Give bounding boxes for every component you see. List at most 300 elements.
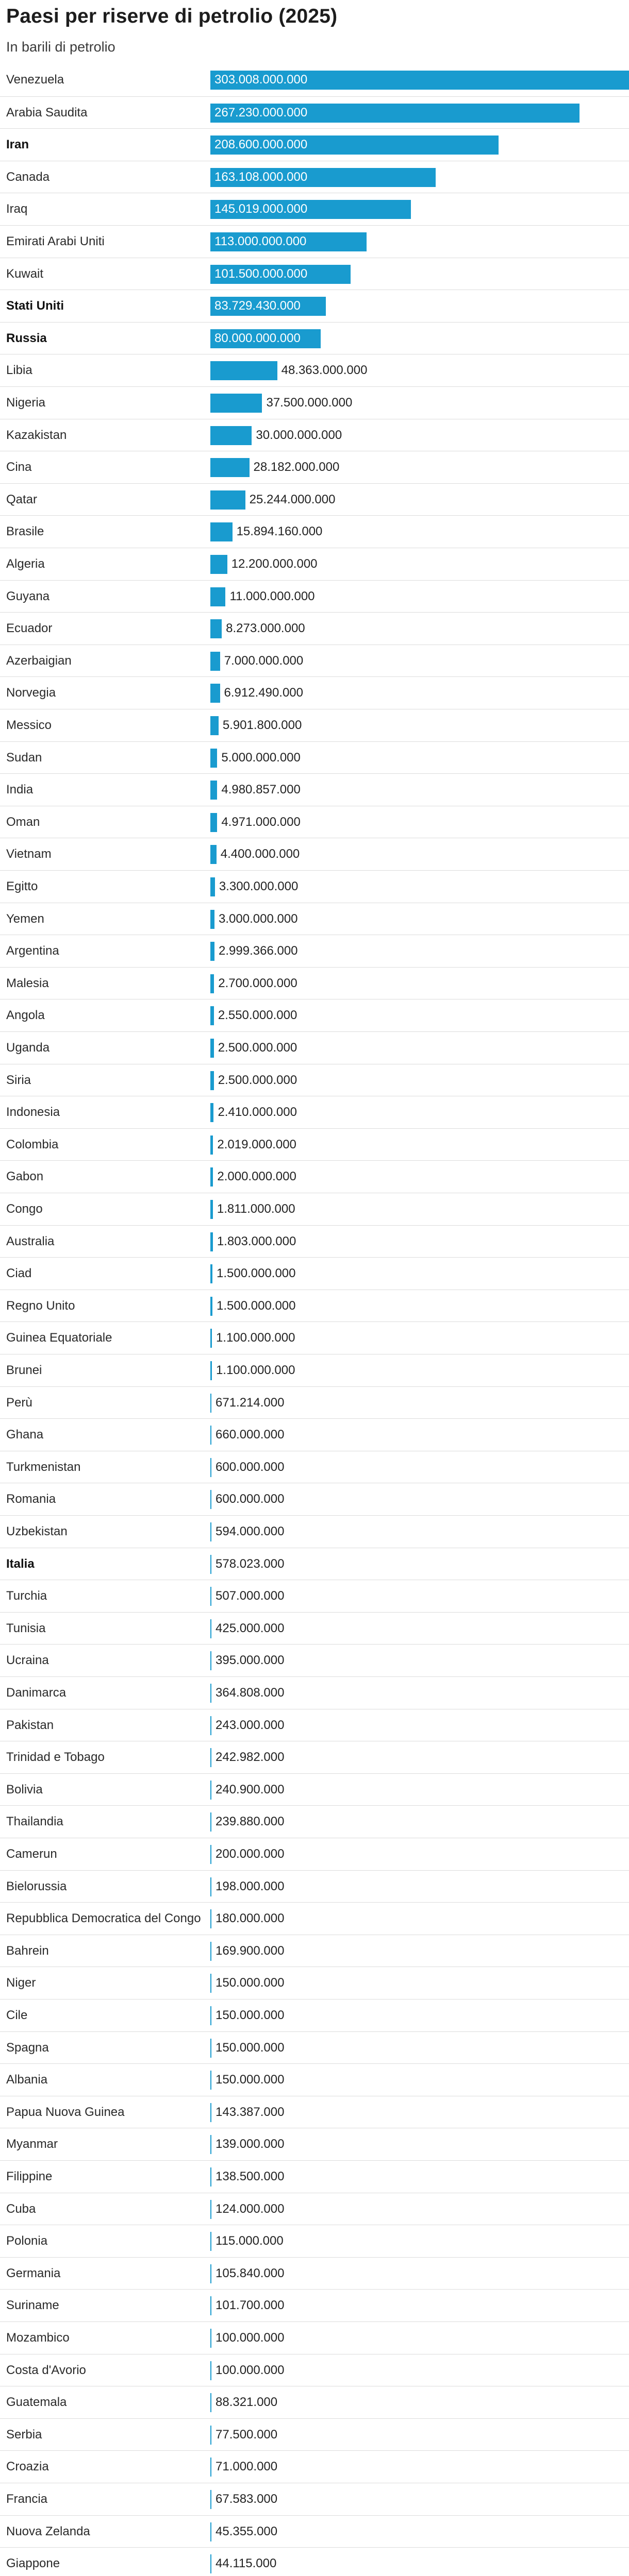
bar — [210, 716, 219, 735]
chart-row — [0, 2515, 629, 2548]
value-label: 77.500.000 — [216, 2427, 278, 2442]
category-label: Spagna — [6, 2040, 49, 2055]
category-label: Francia — [6, 2492, 48, 2506]
category-label: Niger — [6, 1976, 36, 1990]
bar — [210, 2361, 211, 2380]
category-label: Albania — [6, 2073, 48, 2087]
category-label: Papua Nuova Guinea — [6, 2105, 125, 2119]
category-label: Russia — [6, 331, 47, 345]
category-label: Stati Uniti — [6, 299, 64, 313]
chart-row — [0, 2450, 629, 2483]
chart-row — [0, 2160, 629, 2193]
value-label: 150.000.000 — [216, 2040, 285, 2055]
value-label: 6.912.490.000 — [224, 686, 303, 700]
bar — [210, 1877, 211, 1896]
bar — [210, 1942, 211, 1961]
chart-row — [0, 2289, 629, 2321]
bar — [210, 1651, 211, 1670]
bar — [210, 587, 225, 606]
chart-row — [0, 1290, 629, 1322]
bar — [210, 1361, 212, 1380]
chart-row — [0, 290, 629, 322]
category-label: Cile — [6, 2008, 28, 2022]
chart-row — [0, 2225, 629, 2257]
category-label: Cuba — [6, 2201, 36, 2216]
chart-row — [0, 1870, 629, 1903]
bar — [210, 2135, 211, 2154]
chart-row — [0, 676, 629, 709]
chart-title: Paesi per riserve di petrolio (2025) — [6, 5, 338, 27]
chart-row — [0, 1548, 629, 1580]
chart-row — [0, 2418, 629, 2451]
category-label: Turkmenistan — [6, 1460, 81, 1474]
category-label: Gabon — [6, 1170, 44, 1184]
bar — [210, 2393, 211, 2412]
category-label: Siria — [6, 1073, 31, 1087]
bar — [210, 2329, 211, 2348]
value-label: 11.000.000.000 — [229, 589, 315, 603]
category-label: Croazia — [6, 2460, 49, 2474]
value-label: 243.000.000 — [216, 1718, 285, 1732]
bar — [210, 1555, 211, 1574]
value-label: 660.000.000 — [216, 1428, 285, 1442]
category-label: Repubblica Democratica del Congo — [6, 1911, 201, 1926]
chart-row — [0, 741, 629, 774]
value-label: 425.000.000 — [216, 1621, 285, 1635]
value-label: 71.000.000 — [216, 2460, 278, 2474]
value-label: 4.980.857.000 — [221, 783, 301, 797]
value-label: 150.000.000 — [216, 1976, 285, 1990]
bar — [210, 1039, 214, 1058]
value-label: 138.500.000 — [216, 2170, 285, 2183]
bar — [210, 2071, 211, 2090]
bar — [210, 1458, 211, 1477]
category-label: Serbia — [6, 2427, 42, 2442]
value-label: 2.700.000.000 — [218, 976, 297, 990]
value-label: 395.000.000 — [216, 1653, 285, 1668]
value-label: 240.900.000 — [216, 1782, 285, 1797]
value-label: 12.200.000.000 — [231, 557, 318, 571]
chart-row — [0, 645, 629, 677]
value-label: 208.600.000.000 — [214, 138, 308, 152]
chart-row — [0, 2257, 629, 2290]
chart-row — [0, 709, 629, 741]
bar — [210, 1748, 211, 1767]
bar — [210, 845, 217, 864]
chart-row — [0, 451, 629, 483]
category-label: Trinidad e Tobago — [6, 1750, 105, 1765]
category-label: Kuwait — [6, 266, 44, 281]
value-label: 239.880.000 — [216, 1815, 285, 1829]
chart-row — [0, 193, 629, 225]
bar — [210, 974, 214, 993]
category-label: Australia — [6, 1234, 55, 1248]
category-label: Arabia Saudita — [6, 105, 88, 120]
chart-row — [0, 1644, 629, 1676]
category-label: Messico — [6, 718, 52, 732]
chart-row — [0, 1612, 629, 1645]
bar — [210, 619, 222, 638]
chart-row — [0, 2354, 629, 2386]
bar — [210, 2264, 211, 2283]
chart-row — [0, 1386, 629, 1419]
value-label: 1.500.000.000 — [217, 1266, 296, 1281]
value-label: 303.008.000.000 — [214, 73, 308, 87]
bar — [210, 2006, 211, 2025]
chart-row — [0, 2031, 629, 2064]
value-label: 198.000.000 — [216, 1879, 285, 1893]
category-label: Azerbaigian — [6, 653, 72, 668]
chart-row — [0, 354, 629, 386]
category-label: Algeria — [6, 557, 45, 571]
category-label: Giappone — [6, 2556, 60, 2571]
bar — [210, 1812, 211, 1832]
value-label: 45.355.000 — [216, 2524, 278, 2538]
chart-row — [0, 2128, 629, 2160]
bar — [210, 877, 215, 896]
chart-row — [0, 773, 629, 806]
chart-row — [0, 1483, 629, 1515]
value-label: 124.000.000 — [216, 2201, 285, 2216]
bar — [210, 1071, 214, 1090]
chart-row — [0, 612, 629, 645]
value-label: 3.300.000.000 — [219, 879, 299, 893]
bar — [210, 1297, 212, 1316]
bar — [210, 1136, 213, 1155]
chart-row — [0, 1321, 629, 1354]
chart-row — [0, 2483, 629, 2515]
category-label: Guinea Equatoriale — [6, 1331, 112, 1345]
chart-row — [0, 1709, 629, 1741]
value-label: 8.273.000.000 — [226, 621, 305, 636]
value-label: 25.244.000.000 — [249, 492, 336, 506]
value-label: 1.811.000.000 — [217, 1202, 295, 1216]
chart-row — [0, 838, 629, 870]
value-label: 3.000.000.000 — [219, 911, 298, 926]
category-label: Ecuador — [6, 621, 53, 636]
value-label: 48.363.000.000 — [281, 363, 368, 378]
chart-row — [0, 96, 629, 129]
bar — [210, 2554, 211, 2573]
category-label: Suriname — [6, 2298, 59, 2313]
category-label: Iran — [6, 138, 29, 152]
value-label: 4.400.000.000 — [220, 847, 300, 861]
bar — [210, 813, 217, 832]
value-label: 4.971.000.000 — [221, 815, 301, 829]
value-label: 1.500.000.000 — [217, 1298, 296, 1313]
value-label: 139.000.000 — [216, 2137, 285, 2151]
category-label: Sudan — [6, 750, 42, 765]
category-label: Libia — [6, 363, 32, 378]
chart-row — [0, 1160, 629, 1193]
bar — [210, 781, 217, 800]
chart-row — [0, 1999, 629, 2031]
chart-row — [0, 1418, 629, 1451]
chart-row — [0, 322, 629, 354]
value-label: 671.214.000 — [216, 1395, 285, 1410]
bar — [210, 942, 214, 961]
chart-row — [0, 2547, 629, 2576]
value-label: 578.023.000 — [216, 1556, 285, 1571]
category-label: Italia — [6, 1556, 35, 1571]
chart-row — [0, 419, 629, 451]
category-label: Indonesia — [6, 1105, 60, 1120]
category-label: Brunei — [6, 1363, 42, 1377]
value-label: 88.321.000 — [216, 2395, 278, 2410]
category-label: Argentina — [6, 944, 59, 958]
bar — [210, 749, 217, 768]
category-label: Emirati Arabi Uniti — [6, 234, 105, 248]
bar — [210, 2490, 211, 2509]
bar — [210, 2458, 211, 2477]
chart-row — [0, 2386, 629, 2418]
chart-row — [0, 64, 629, 96]
value-label: 115.000.000 — [216, 2234, 284, 2248]
value-label: 5.000.000.000 — [221, 750, 301, 765]
chart-row — [0, 903, 629, 935]
chart-row — [0, 2193, 629, 2225]
chart-row — [0, 483, 629, 516]
category-label: Iraq — [6, 202, 28, 216]
chart-row — [0, 1967, 629, 1999]
category-label: Danimarca — [6, 1686, 67, 1700]
category-label: Ghana — [6, 1428, 44, 1442]
value-label: 101.700.000 — [216, 2298, 285, 2313]
category-label: Regno Unito — [6, 1298, 75, 1313]
bar — [210, 1232, 213, 1251]
category-label: Uganda — [6, 1041, 50, 1055]
value-label: 1.100.000.000 — [216, 1363, 295, 1377]
value-label: 507.000.000 — [216, 1589, 285, 1603]
value-label: 100.000.000 — [216, 2363, 285, 2377]
bar — [210, 2522, 211, 2541]
category-label: Filippine — [6, 2170, 53, 2183]
category-label: Guatemala — [6, 2395, 67, 2410]
category-label: Bielorussia — [6, 1879, 67, 1893]
bar — [210, 2232, 211, 2251]
value-label: 2.019.000.000 — [217, 1137, 296, 1151]
bar — [210, 2103, 211, 2122]
bar — [210, 1103, 213, 1122]
chart-row — [0, 386, 629, 419]
value-label: 30.000.000.000 — [256, 428, 342, 442]
category-label: Perù — [6, 1395, 32, 1410]
category-label: Malesia — [6, 976, 49, 990]
bar — [210, 1684, 211, 1703]
value-label: 2.999.366.000 — [219, 944, 298, 958]
value-label: 600.000.000 — [216, 1460, 285, 1474]
value-label: 80.000.000.000 — [214, 331, 301, 345]
bar — [210, 2426, 211, 2445]
value-label: 150.000.000 — [216, 2073, 285, 2087]
category-label: India — [6, 783, 34, 797]
value-label: 44.115.000 — [216, 2556, 277, 2571]
value-label: 67.583.000 — [216, 2492, 278, 2506]
value-label: 364.808.000 — [216, 1686, 285, 1700]
category-label: Angola — [6, 1008, 45, 1023]
chart-row — [0, 258, 629, 290]
value-label: 1.803.000.000 — [217, 1234, 296, 1248]
bar — [210, 2039, 211, 2058]
chart-row — [0, 1451, 629, 1483]
category-label: Kazakistan — [6, 428, 67, 442]
category-label: Nuova Zelanda — [6, 2524, 90, 2538]
chart-row — [0, 1935, 629, 1967]
bar — [210, 490, 245, 510]
value-label: 101.500.000.000 — [214, 266, 308, 281]
bar — [210, 1426, 211, 1445]
chart-row — [0, 1096, 629, 1128]
value-label: 15.894.160.000 — [236, 524, 323, 539]
value-label: 2.500.000.000 — [218, 1041, 297, 1055]
chart-row — [0, 1902, 629, 1935]
category-label: Norvegia — [6, 686, 56, 700]
bar — [210, 1845, 211, 1864]
value-label: 2.500.000.000 — [218, 1073, 297, 1087]
category-label: Bolivia — [6, 1782, 43, 1797]
value-label: 169.900.000 — [216, 1943, 285, 1958]
value-label: 242.982.000 — [216, 1750, 285, 1765]
category-label: Colombia — [6, 1137, 59, 1151]
chart-row — [0, 1064, 629, 1096]
chart-row — [0, 1838, 629, 1870]
category-label: Cina — [6, 460, 32, 474]
bar — [210, 910, 214, 929]
category-label: Canada — [6, 170, 50, 184]
chart-row — [0, 1257, 629, 1290]
chart-row — [0, 806, 629, 838]
category-label: Thailandia — [6, 1815, 63, 1829]
chart-row — [0, 1741, 629, 1773]
value-label: 105.840.000 — [216, 2266, 285, 2280]
chart-row — [0, 1676, 629, 1709]
value-label: 180.000.000 — [216, 1911, 285, 1926]
category-label: Polonia — [6, 2234, 48, 2248]
chart-row — [0, 1773, 629, 1806]
chart-row — [0, 161, 629, 193]
chart-row — [0, 967, 629, 999]
category-label: Turchia — [6, 1589, 47, 1603]
value-label: 113.000.000.000 — [214, 234, 307, 248]
category-label: Costa d'Avorio — [6, 2363, 86, 2377]
category-label: Ciad — [6, 1266, 32, 1281]
bar — [210, 1716, 211, 1735]
chart-row — [0, 1128, 629, 1161]
chart-row — [0, 128, 629, 161]
category-label: Bahrein — [6, 1943, 49, 1958]
value-label: 145.019.000.000 — [214, 202, 308, 216]
chart-row — [0, 580, 629, 613]
value-label: 267.230.000.000 — [214, 105, 308, 120]
category-label: Egitto — [6, 879, 38, 893]
value-label: 2.410.000.000 — [218, 1105, 297, 1120]
bar — [210, 458, 250, 477]
chart-subtitle: In barili di petrolio — [6, 39, 115, 55]
bar — [210, 522, 233, 541]
value-label: 7.000.000.000 — [224, 653, 304, 668]
bar — [210, 1781, 211, 1800]
bar — [210, 1522, 211, 1541]
category-label: Brasile — [6, 524, 44, 539]
category-label: Yemen — [6, 911, 44, 926]
category-label: Congo — [6, 1202, 43, 1216]
bar — [210, 1264, 212, 1283]
category-label: Qatar — [6, 492, 38, 506]
chart-row — [0, 1225, 629, 1258]
category-label: Myanmar — [6, 2137, 58, 2151]
bar — [210, 426, 252, 445]
value-label: 143.387.000 — [216, 2105, 285, 2119]
category-label: Pakistan — [6, 1718, 54, 1732]
bar — [210, 361, 277, 380]
value-label: 2.550.000.000 — [218, 1008, 297, 1023]
value-label: 594.000.000 — [216, 1524, 285, 1538]
value-label: 600.000.000 — [216, 1492, 285, 1506]
value-label: 1.100.000.000 — [216, 1331, 295, 1345]
bar — [210, 2296, 211, 2315]
category-label: Tunisia — [6, 1621, 46, 1635]
category-label: Romania — [6, 1492, 56, 1506]
category-label: Germania — [6, 2266, 61, 2280]
category-label: Uzbekistan — [6, 1524, 68, 1538]
category-label: Venezuela — [6, 73, 64, 87]
bar — [210, 1619, 211, 1638]
category-label: Mozambico — [6, 2331, 70, 2345]
bar — [210, 1200, 213, 1219]
bar — [210, 1974, 211, 1993]
value-label: 2.000.000.000 — [217, 1170, 296, 1184]
value-label: 200.000.000 — [216, 1847, 285, 1861]
chart-row — [0, 935, 629, 967]
chart-row — [0, 1580, 629, 1612]
value-label: 150.000.000 — [216, 2008, 285, 2022]
chart-row — [0, 1031, 629, 1064]
bar — [210, 394, 262, 413]
value-label: 37.500.000.000 — [266, 396, 353, 410]
chart-row — [0, 2321, 629, 2354]
bar — [210, 1394, 211, 1413]
chart-row — [0, 999, 629, 1031]
value-label: 83.729.430.000 — [214, 299, 301, 313]
bar — [210, 1490, 211, 1509]
chart-row — [0, 1515, 629, 1548]
category-label: Vietnam — [6, 847, 52, 861]
category-label: Guyana — [6, 589, 50, 603]
category-label: Nigeria — [6, 396, 46, 410]
value-label: 28.182.000.000 — [253, 460, 340, 474]
chart-row — [0, 2096, 629, 2128]
bar — [210, 2200, 211, 2219]
bar — [210, 1909, 211, 1928]
chart-row — [0, 1193, 629, 1225]
chart-row — [0, 870, 629, 903]
chart-row — [0, 515, 629, 548]
bar — [210, 684, 220, 703]
bar — [210, 1167, 213, 1187]
bar — [210, 555, 227, 574]
bar — [210, 652, 220, 671]
bar — [210, 1329, 212, 1348]
value-label: 163.108.000.000 — [214, 170, 308, 184]
category-label: Ucraina — [6, 1653, 49, 1668]
category-label: Camerun — [6, 1847, 57, 1861]
value-label: 100.000.000 — [216, 2331, 285, 2345]
bar — [210, 2167, 211, 2187]
chart-row — [0, 225, 629, 258]
category-label: Oman — [6, 815, 40, 829]
chart-row — [0, 548, 629, 580]
bar — [210, 1587, 211, 1606]
